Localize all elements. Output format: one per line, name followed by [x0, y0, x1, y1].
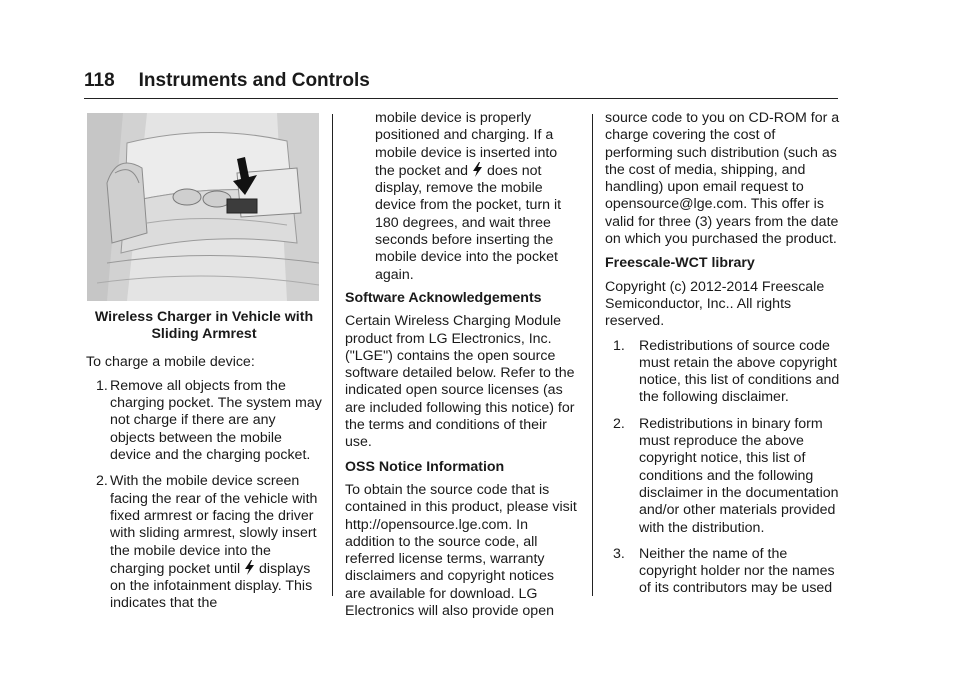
continuation-text: mobile device is properly positioned and charging. If a mobile device is inserted into the pocket and	[375, 110, 558, 179]
column-divider-1	[332, 114, 333, 596]
wireless-charger-illustration	[87, 113, 319, 301]
charging-steps	[86, 378, 322, 613]
list-item	[605, 416, 841, 537]
intro-text: To charge a mobile device:	[86, 353, 255, 370]
condition-text: Redistributions of source code must retain the above copyright notice, this list of conditions and the following disclaimer.	[639, 337, 840, 406]
page-number: 118	[84, 70, 115, 91]
step-number: 2.	[96, 473, 108, 490]
condition-number: 1.	[613, 337, 625, 354]
software-acknowledgements-heading: Software Acknowledgements	[345, 289, 542, 306]
list-item	[605, 338, 841, 407]
oss-notice-heading: OSS Notice Information	[345, 458, 505, 475]
list-item	[86, 473, 322, 612]
column-1	[86, 110, 322, 622]
license-conditions	[605, 338, 841, 598]
column-2	[345, 110, 577, 627]
column-divider-2	[592, 114, 593, 596]
column-3	[605, 110, 841, 607]
figure-caption: Wireless Charger in Vehicle with Sliding Armrest	[94, 309, 314, 343]
step-text: With the mobile device screen facing the rear of the vehicle with fixed armrest or facing the driver with sliding armrest, slowly insert the mobile device into the charging pocket until	[110, 473, 318, 577]
acknowledgements-paragraph: Certain Wireless Charging Module product from LG Electronics, Inc. ("LGE") contains the open source software detailed below. Refer to the indicated open source licenses (as are included following this notice) for the terms and conditions of their use.	[345, 313, 575, 451]
freescale-library-heading: Freescale-WCT library	[605, 255, 755, 272]
copyright-notice: Copyright (c) 2012-2014 Freescale Semiconductor, Inc.. All rights reserved.	[605, 278, 825, 330]
step-continuation	[345, 110, 577, 284]
oss-notice-continuation: source code to you on CD-ROM for a charge covering the cost of performing such distribution (such as the cost of media, shipping, and handling) upon email request to opensource@lge.com. This offer is valid for three (3) years from the date on which you purchased the product.	[605, 110, 840, 248]
condition-text: Redistributions in binary form must reproduce the above copyright notice, this list of conditions and the following disclaimer in the documentation and/or other materials provided with the distribution.	[639, 415, 839, 536]
condition-number: 3.	[613, 545, 625, 562]
section-title: Instruments and Controls	[138, 70, 370, 91]
step-number: 1.	[96, 377, 108, 394]
step-text: Remove all objects from the charging pocket. The system may not charge if there are any objects between the mobile device and the charging pocket.	[110, 377, 322, 464]
lightning-bolt-icon	[244, 560, 255, 575]
list-item	[86, 378, 322, 464]
oss-notice-paragraph: To obtain the source code that is contained in this product, please visit http://opensource.lge.com. In addition to the source code, all referred license terms, warranty disclaimers and copyright notices are available for download. LG Electronics will also provide open	[345, 481, 577, 620]
console-drawing	[87, 113, 319, 301]
continuation-text: does not display, remove the mobile device from the pocket, turn it 180 degrees, and wait three seconds before inserting the mobile device into the pocket again.	[375, 162, 562, 283]
condition-text: Neither the name of the copyright holder nor the names of its contributors may be used	[639, 545, 835, 597]
step-text: displays on the infotainment display. This indicates that the	[110, 560, 313, 612]
lightning-bolt-icon	[472, 162, 483, 177]
header-rule	[84, 98, 838, 99]
condition-number: 2.	[613, 415, 625, 432]
list-item	[605, 546, 841, 598]
page-header	[84, 70, 838, 92]
